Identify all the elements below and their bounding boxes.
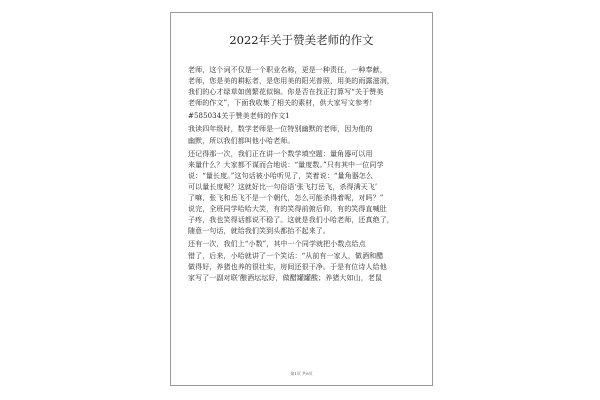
text-line: 还有一次，我们上“小数”，其中一个同学就把小数点给点 [188,240,366,249]
text-line: 说完，全班同学哈哈大笑，有的笑得前俯后仰，有的笑得直喊肚 [188,205,387,214]
text-line: #585034关于赞美老师的作文1 [188,112,290,121]
text-line: 子疼，我也笑得话都说不稳了。这就是我们小哈老师，还真绝了， [188,216,394,225]
text-line: 可以量长度呢？这就好比一句俗语‘张飞打岳飞，杀得满天飞’ [188,182,378,191]
text-line: 幽默，所以我们都叫他小哈老师。 [188,136,295,145]
text-line: 老师，这个词不仅是一个职业名称，更是一种责任，一种奉献， [188,66,387,74]
text-line: 了嘛，张飞和岳飞不是一个朝代，怎么可能杀得着呢，对吗？” [188,194,384,203]
text-line: 错了，后来，小哈就讲了一个笑话：“从前有一家人，做酒和醋 [188,251,384,260]
text-line: 家写了一副对联‘酿酒坛坛好，做醋罐罐酸；养猪大如山，老鼠 [188,273,383,282]
document-body [188,65,418,365]
text-line: 做得好，养猪也养的很壮实，房间还很干净。于是有位诗人给他 [188,262,387,271]
text-line: 随意一句话，就给我们笑到头都抬不起来了。 [188,227,330,236]
text-line: 老师的作文”，下面我收集了相关的素材，供大家写文参考！ [188,99,377,108]
text-line: 来量什么？大家都不谋而合地说：“量度数。”只有其中一位同学 [188,160,384,169]
text-line: 还记得那一次，我们正在讲一个数学填空题：量角器可以用 [188,149,373,158]
paragraph [188,124,418,146]
paragraph [188,239,418,283]
text-line: 老师，您是美的耕耘者，是您用美的阳光普照，用美的雨露滋润， [188,77,394,86]
text-line: 我读四年级时，数学老师是一位特别幽默的老师，因为他的 [188,125,373,134]
document-title: 2022年关于赞美老师的作文 [229,33,374,47]
text-line: 说：“量长度。”这句话被小哈听见了，笑着说：“量角器怎么 [188,171,374,180]
paragraph [188,65,418,109]
text-line: 我们的心才绿草如茵繁花似锦。你是否在找正打算写“关于赞美 [188,88,384,97]
paragraph-gap [188,284,418,286]
paragraph [188,149,418,238]
paragraph [188,111,418,122]
page-footer: 第1页 共8页 [290,371,313,376]
document-page [170,12,433,386]
